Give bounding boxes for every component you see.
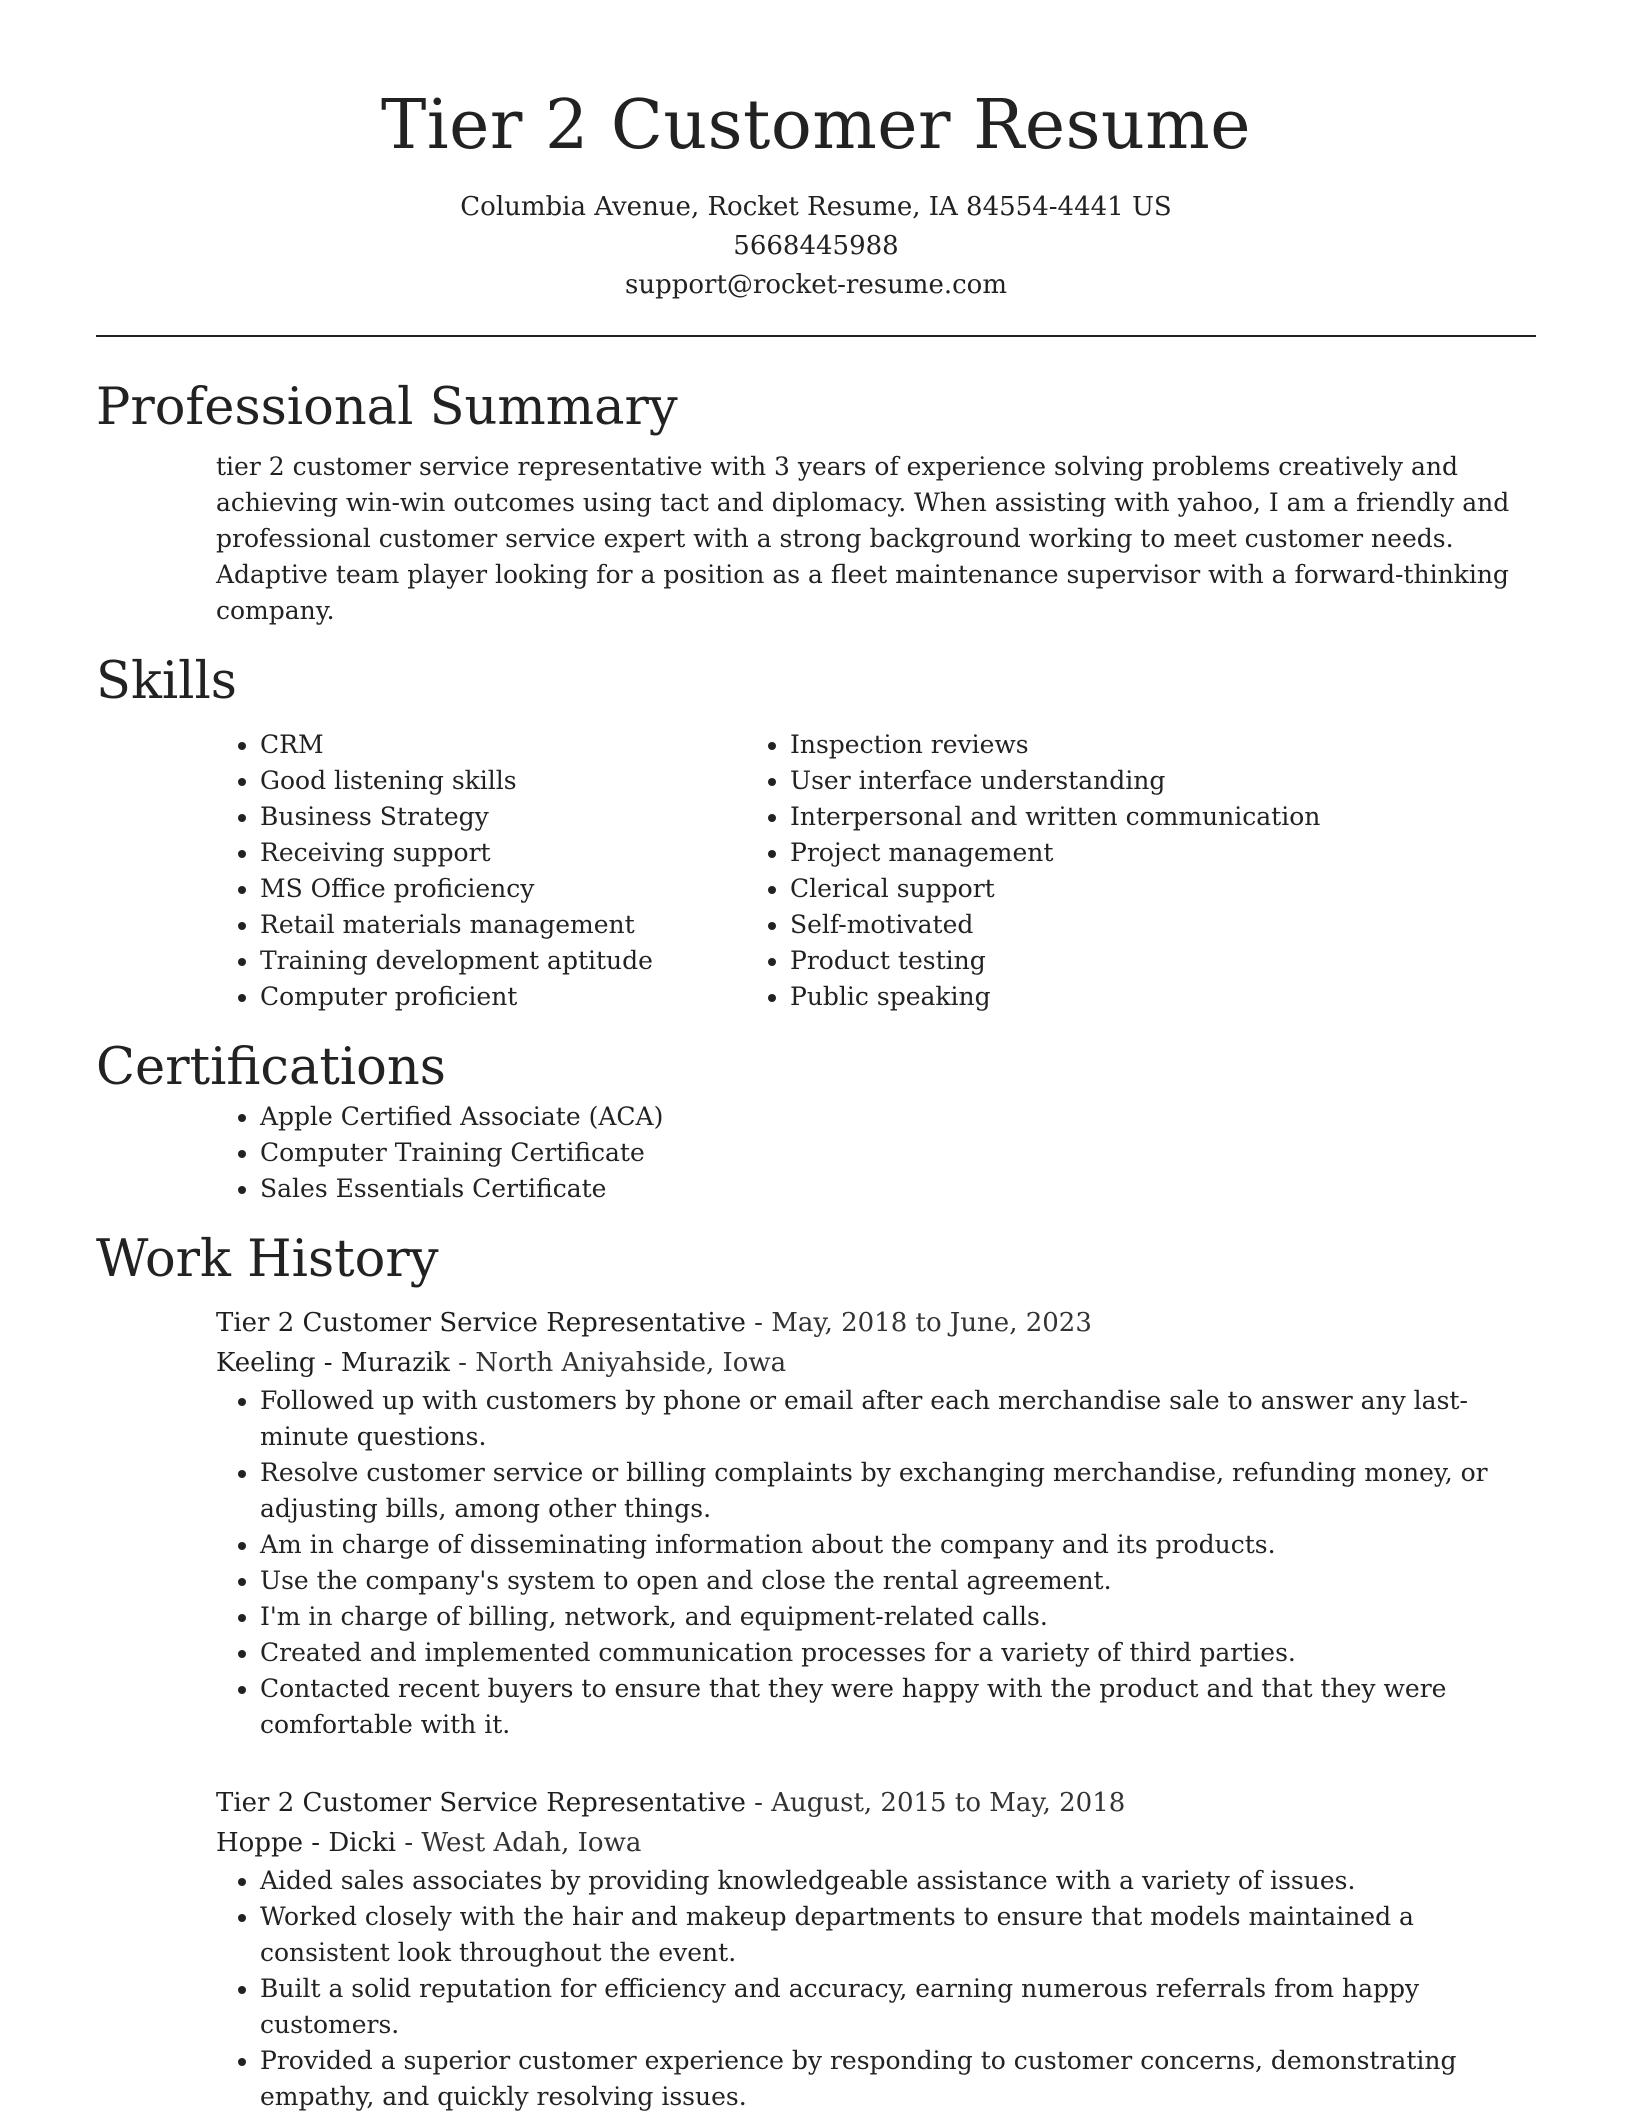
section-title-certifications: Certifications bbox=[96, 1038, 446, 1097]
skill-item: • Inspection reviews bbox=[790, 727, 1390, 763]
job-duty-item: • Contacted recent buyers to ensure that they were happy with the product and that they were comfortable with it. bbox=[260, 1671, 1536, 1743]
job-location: - North Aniyahside, Iowa bbox=[449, 1348, 787, 1378]
job-company: Hoppe - Dicki bbox=[216, 1828, 397, 1858]
skill-item: • Receiving support bbox=[260, 835, 746, 871]
job-heading bbox=[216, 1783, 1536, 1823]
job-duty-item: • Resolve customer service or billing complaints by exchanging merchandise, refunding money, or adjusting bills, among other things. bbox=[260, 1455, 1536, 1527]
skill-item: • MS Office proficiency bbox=[260, 871, 746, 907]
job-entry bbox=[216, 1783, 1536, 1863]
skills-columns bbox=[96, 727, 1536, 1015]
skill-item: • User interface understanding bbox=[790, 763, 1390, 799]
job-duties-list bbox=[96, 1383, 1536, 1743]
job-duty-item: • Followed up with customers by phone or email after each merchandise sale to answer any last-minute questions. bbox=[260, 1383, 1536, 1455]
section-title-work-history: Work History bbox=[96, 1230, 439, 1289]
contact-block bbox=[96, 188, 1536, 305]
skill-item: • Business Strategy bbox=[260, 799, 746, 835]
job-dates: - August, 2015 to May, 2018 bbox=[745, 1788, 1126, 1818]
job-duties-list bbox=[96, 1863, 1536, 2115]
contact-phone: 5668445988 bbox=[733, 231, 899, 261]
skill-item: • Self-motivated bbox=[790, 907, 1390, 943]
job-company: Keeling - Murazik bbox=[216, 1348, 450, 1378]
certification-item: • Apple Certified Associate (ACA) bbox=[260, 1099, 1536, 1135]
job-duty-item: • Worked closely with the hair and makeup departments to ensure that models maintained a consistent look throughout the event. bbox=[260, 1899, 1536, 1971]
job-title: Tier 2 Customer Service Representative bbox=[216, 1788, 746, 1818]
skill-item: • Product testing bbox=[790, 943, 1390, 979]
skills-list-left bbox=[96, 727, 746, 1015]
skill-item: • CRM bbox=[260, 727, 746, 763]
job-employer bbox=[216, 1823, 1536, 1863]
certification-item: • Sales Essentials Certificate bbox=[260, 1171, 1536, 1207]
skill-item: • Training development aptitude bbox=[260, 943, 746, 979]
job-duty-item: • Built a solid reputation for efficiency and accuracy, earning numerous referrals from happy customers. bbox=[260, 1971, 1536, 2043]
contact-address: Columbia Avenue, Rocket Resume, IA 84554-4441 US bbox=[460, 192, 1172, 222]
job-heading bbox=[216, 1303, 1536, 1343]
summary-text: tier 2 customer service representative with 3 years of experience solving problems creatively and achieving win-win outcomes using tact and diplomacy. When assisting with yahoo, I am a friendly and professional customer service expert with a strong background working to meet customer needs. Adaptive team player looking for a position as a fleet maintenance supervisor with a forward-thinking company. bbox=[216, 452, 1510, 625]
resume-page bbox=[96, 0, 1536, 2115]
section-title-summary: Professional Summary bbox=[96, 378, 678, 437]
header-divider bbox=[96, 335, 1536, 337]
skill-item: • Interpersonal and written communication bbox=[790, 799, 1390, 835]
skill-item: • Good listening skills bbox=[260, 763, 746, 799]
contact-email: support@rocket-resume.com bbox=[624, 270, 1007, 300]
certification-item: • Computer Training Certificate bbox=[260, 1135, 1536, 1171]
skill-item: • Clerical support bbox=[790, 871, 1390, 907]
job-title: Tier 2 Customer Service Representative bbox=[216, 1308, 746, 1338]
job-location: - West Adah, Iowa bbox=[396, 1828, 642, 1858]
skill-item: • Public speaking bbox=[790, 979, 1390, 1015]
job-duty-item: • Am in charge of disseminating information about the company and its products. bbox=[260, 1527, 1536, 1563]
job-duty-item: • Aided sales associates by providing knowledgeable assistance with a variety of issues. bbox=[260, 1863, 1536, 1899]
job-duty-item: • Use the company's system to open and close the rental agreement. bbox=[260, 1563, 1536, 1599]
job-dates: - May, 2018 to June, 2023 bbox=[745, 1308, 1092, 1338]
job-duty-item: • I'm in charge of billing, network, and equipment-related calls. bbox=[260, 1599, 1536, 1635]
resume-header bbox=[96, 0, 1536, 305]
job-entry bbox=[216, 1303, 1536, 1383]
skill-item: • Retail materials management bbox=[260, 907, 746, 943]
certifications-list bbox=[96, 1099, 1536, 1207]
section-title-skills: Skills bbox=[96, 652, 237, 711]
skills-list-right bbox=[746, 727, 1390, 1015]
job-employer bbox=[216, 1343, 1536, 1383]
skill-item: • Computer proficient bbox=[260, 979, 746, 1015]
job-duty-item: • Created and implemented communication processes for a variety of third parties. bbox=[260, 1635, 1536, 1671]
skill-item: • Project management bbox=[790, 835, 1390, 871]
job-duty-item: • Provided a superior customer experience by responding to customer concerns, demonstrating empathy, and quickly resolving issues. bbox=[260, 2043, 1536, 2115]
resume-name: Tier 2 Customer Resume bbox=[380, 86, 1252, 165]
